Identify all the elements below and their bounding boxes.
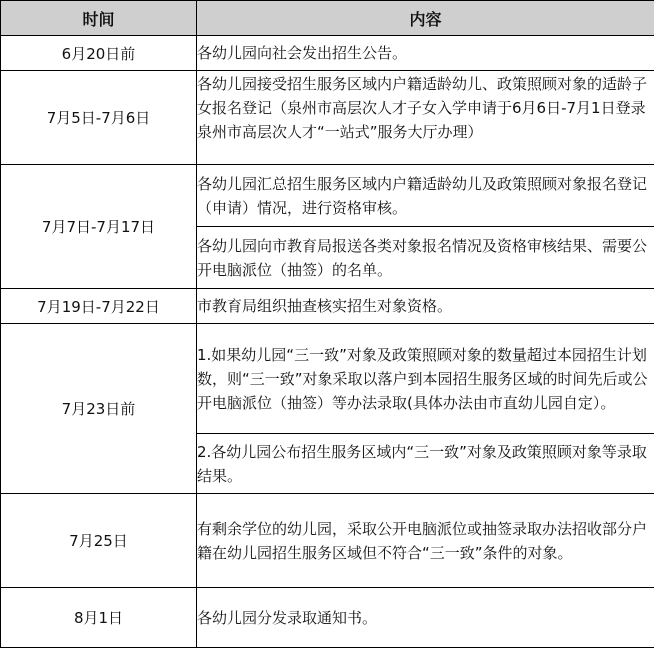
content-cell: 有剩余学位的幼儿园，采取公开电脑派位或抽签录取办法招收部分户籍在幼儿园招生服务区域但不符合“三一致”条件的对象。 (197, 494, 654, 588)
time-cell: 6月20日前 (1, 36, 197, 71)
content-cell (197, 71, 654, 165)
time-cell: 7月25日 (1, 494, 197, 588)
table-row (1, 324, 654, 434)
table-row (1, 71, 654, 165)
content-cell: 各幼儿园汇总招生服务区域内户籍适龄幼儿及政策照顾对象报名登记（申请）情况，进行资格审核。 (197, 165, 654, 227)
table-row (1, 36, 654, 71)
table-row (1, 165, 654, 227)
content-cell: 各幼儿园分发录取通知书。 (197, 588, 654, 648)
content-cell: 各幼儿园向市教育局报送各类对象报名情况及资格审核结果、需要公开电脑派位（抽签）的名单。 (197, 227, 654, 289)
time-cell: 7月7日-7月17日 (1, 165, 197, 289)
table-row (1, 588, 654, 648)
table-row (1, 289, 654, 324)
content-text: 各幼儿园接受招生服务区域内户籍适龄幼儿、政策照顾对象的适龄子女报名登记（泉州市高层次人才子女入学申请于6月6日-7月1日登录泉州市高层次人才“一站式”服务大厅办理） (197, 74, 648, 141)
content-cell: 1.如果幼儿园“三一致”对象及政策照顾对象的数量超过本园招生计划数，则“三一致”对象采取以落户到本园招生服务区域的时间先后或公开电脑派位（抽签）等办法录取(具体办法由市直幼儿园自定）。 (197, 324, 654, 434)
time-cell: 7月19日-7月22日 (1, 289, 197, 324)
content-cell: 2.各幼儿园公布招生服务区域内“三一致”对象及政策照顾对象等录取结果。 (197, 434, 654, 494)
time-cell: 8月1日 (1, 588, 197, 648)
time-cell: 7月23日前 (1, 324, 197, 494)
table-row (1, 494, 654, 588)
header-row (1, 1, 654, 36)
content-cell: 各幼儿园向社会发出招生公告。 (197, 36, 654, 71)
time-cell: 7月5日-7月6日 (1, 71, 197, 165)
content-cell: 市教育局组织抽查核实招生对象资格。 (197, 289, 654, 324)
header-content: 内容 (197, 1, 654, 36)
header-time: 时间 (1, 1, 197, 36)
